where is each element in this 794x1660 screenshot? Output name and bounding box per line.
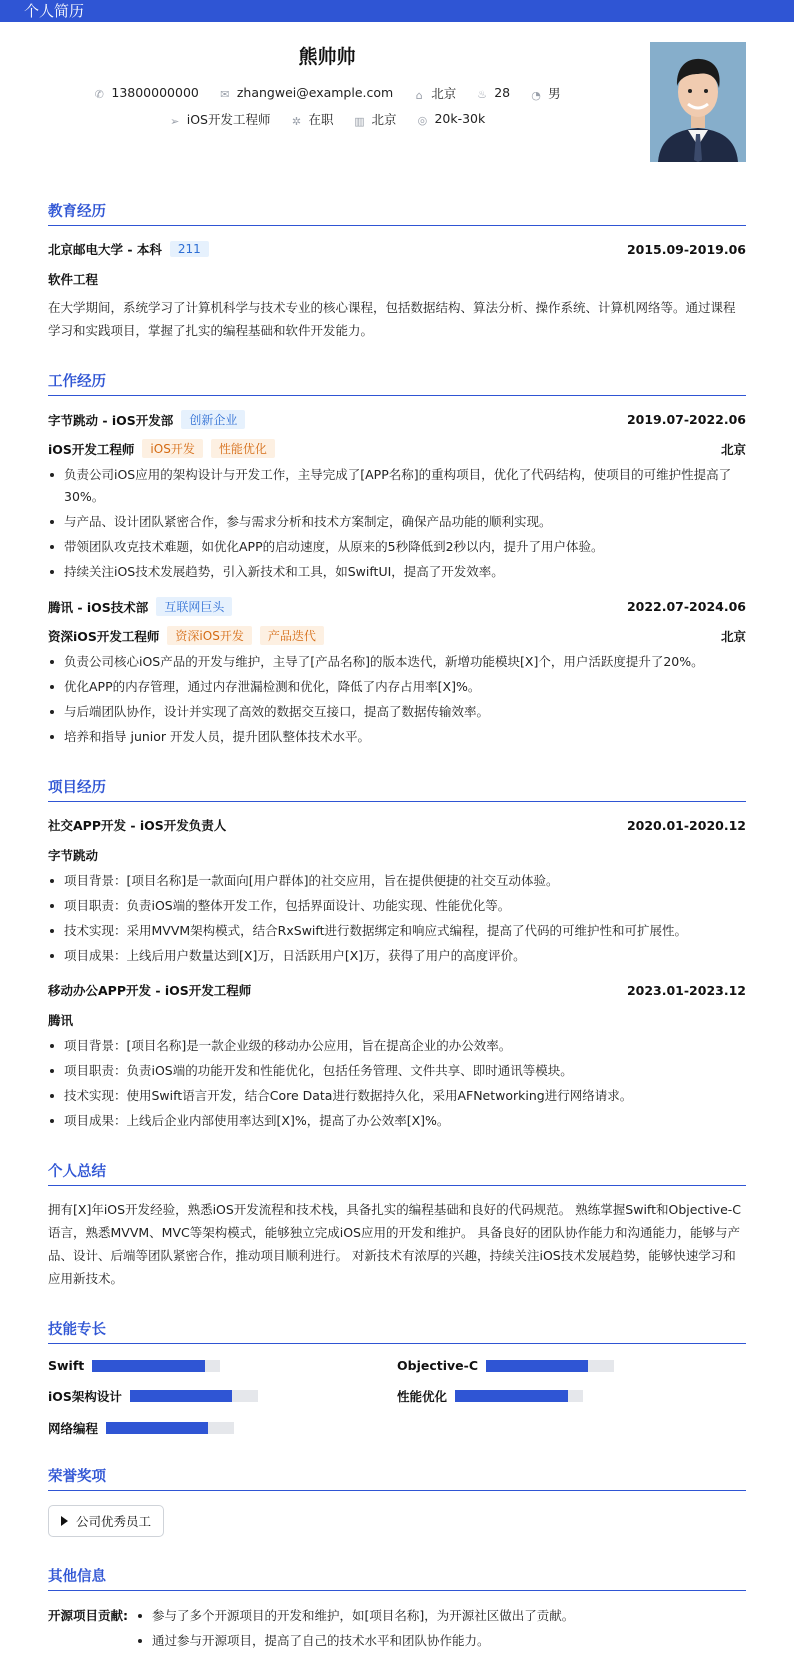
project-bullets xyxy=(48,1035,746,1132)
work-company-row xyxy=(48,597,746,616)
other-section-title: 其他信息 xyxy=(48,1565,746,1591)
role-tag: 性能优化 xyxy=(211,439,275,458)
project-company: 字节跳动 xyxy=(48,848,99,863)
school-tag: 211 xyxy=(170,241,209,257)
skill-bar xyxy=(455,1390,583,1402)
company-tag: 创新企业 xyxy=(181,410,245,429)
skill-name: 性能优化 xyxy=(397,1389,448,1404)
status-item xyxy=(290,110,333,128)
building-icon: ▥ xyxy=(354,115,365,128)
other-bullets xyxy=(136,1605,574,1655)
list-item: 项目背景：[项目名称]是一款面向[用户群体]的社交应用，旨在提供便捷的社交互动体验。 xyxy=(48,870,746,892)
honors-section-title: 荣誉奖项 xyxy=(48,1465,746,1491)
contact-row xyxy=(48,84,606,102)
project-company: 腾讯 xyxy=(48,1013,74,1028)
project-name: 社交APP开发 - iOS开发负责人 xyxy=(48,818,227,833)
skill-item xyxy=(48,1387,397,1405)
education-date: 2015.09-2019.06 xyxy=(626,241,746,257)
gender-icon: ◔ xyxy=(531,89,541,102)
salary-item xyxy=(416,111,485,127)
list-item: 与后端团队协作，设计并实现了高效的数据交互接口，提高了数据传输效率。 xyxy=(48,701,746,723)
gear-icon: ✲ xyxy=(291,115,302,128)
list-item: 优化APP的内存管理，通过内存泄漏检测和优化，降低了内存占用率[X]%。 xyxy=(48,676,746,698)
other-label: 开源项目贡献: xyxy=(48,1608,128,1623)
job-row xyxy=(48,110,606,128)
project-date: 2020.01-2020.12 xyxy=(626,817,746,833)
resume-page xyxy=(0,22,794,1655)
skill-bar-fill xyxy=(130,1390,232,1402)
work-city: 北京 xyxy=(720,441,746,457)
city-text: 北京 xyxy=(431,86,457,101)
company-tag: 互联网巨头 xyxy=(156,597,232,616)
list-item: 参与了多个开源项目的开发和维护，如[项目名称]，为开源社区做出了贡献。 xyxy=(136,1605,574,1627)
work-date: 2022.07-2024.06 xyxy=(626,599,746,614)
education-section-title: 教育经历 xyxy=(48,200,746,226)
mail-icon: ✉ xyxy=(220,88,230,101)
position-item xyxy=(169,110,271,128)
work-item xyxy=(48,597,746,748)
skill-bar-fill xyxy=(106,1422,208,1434)
list-item: 带领团队攻克技术难题，如优化APP的启动速度，从原来的5秒降低到2秒以内，提升了用户体验。 xyxy=(48,536,746,558)
other-info xyxy=(48,1605,746,1655)
age-text: 28 xyxy=(494,85,511,100)
list-item: 项目背景：[项目名称]是一款企业级的移动办公应用，旨在提高企业的办公效率。 xyxy=(48,1035,746,1057)
skill-bar xyxy=(486,1360,614,1372)
work-section-title: 工作经历 xyxy=(48,370,746,396)
profile-photo xyxy=(650,42,746,162)
list-item: 培养和指导 junior 开发人员，提升团队整体技术水平。 xyxy=(48,726,746,748)
skill-bar xyxy=(92,1360,220,1372)
school-name: 北京邮电大学 - 本科 xyxy=(48,242,162,257)
gender-item xyxy=(530,84,561,102)
role-name: iOS开发工程师 xyxy=(48,441,135,457)
top-bar-title: 个人简历 xyxy=(24,2,85,20)
company-name: 腾讯 - iOS技术部 xyxy=(48,599,149,615)
coin-icon: ◎ xyxy=(417,114,428,127)
salary-text: 20k-30k xyxy=(434,111,486,126)
skill-item xyxy=(397,1387,746,1405)
company-name: 字节跳动 - iOS开发部 xyxy=(48,412,174,428)
work-item xyxy=(48,410,746,583)
project-item xyxy=(48,981,746,1132)
play-triangle-icon xyxy=(61,1516,68,1526)
skills-grid xyxy=(48,1358,746,1437)
list-item: 负责公司核心iOS产品的开发与维护，主导了[产品名称]的版本迭代，新增功能模块[X]个，用户活跃度提升了20%。 xyxy=(48,651,746,673)
email-item xyxy=(219,85,393,101)
avatar-portrait-icon xyxy=(650,42,746,162)
role-tag: 资深iOS开发 xyxy=(167,626,251,645)
work-city: 北京 xyxy=(720,628,746,644)
list-item: 项目成果：上线后企业内部使用率达到[X]%，提高了办公效率[X]%。 xyxy=(48,1110,746,1132)
role-tag: 产品迭代 xyxy=(260,626,324,645)
skill-bar-fill xyxy=(486,1360,588,1372)
list-item: 技术实现：采用MVVM架构模式，结合RxSwift进行数据绑定和响应式编程，提高了代码的可维护性和可扩展性。 xyxy=(48,920,746,942)
list-item: 与产品、设计团队紧密合作，参与需求分析和技术方案制定，确保产品功能的顺利实现。 xyxy=(48,511,746,533)
phone-text: 13800000000 xyxy=(111,85,199,100)
skill-item xyxy=(48,1358,397,1373)
education-desc: 在大学期间，系统学习了计算机科学与技术专业的核心课程，包括数据结构、算法分析、操作系统、计算机网络等。通过课程学习和实践项目，掌握了扎实的编程基础和软件开发能力。 xyxy=(48,300,736,338)
project-item xyxy=(48,816,746,967)
work-role-row xyxy=(48,439,746,458)
phone-icon: ✆ xyxy=(94,88,104,101)
major: 软件工程 xyxy=(48,272,99,287)
position-text: iOS开发工程师 xyxy=(186,112,271,127)
award-name: 公司优秀员工 xyxy=(76,1514,152,1529)
role-tag: iOS开发 xyxy=(142,439,202,458)
gender-text: 男 xyxy=(548,86,561,101)
skills-section-title: 技能专长 xyxy=(48,1318,746,1344)
list-item: 项目成果：上线后用户数量达到[X]万，日活跃用户[X]万，获得了用户的高度评价。 xyxy=(48,945,746,967)
list-item: 项目职责：负责iOS端的功能开发和性能优化，包括任务管理、文件共享、即时通讯等模块。 xyxy=(48,1060,746,1082)
email-text: zhangwei@example.com xyxy=(236,85,394,100)
skill-item xyxy=(48,1419,397,1437)
skill-name: iOS架构设计 xyxy=(48,1389,122,1404)
target-city-text: 北京 xyxy=(371,112,397,127)
list-item: 技术实现：使用Swift语言开发，结合Core Data进行数据持久化，采用AFNetworking进行网络请求。 xyxy=(48,1085,746,1107)
home-icon: ⌂ xyxy=(415,89,423,102)
summary-text: 拥有[X]年iOS开发经验，熟悉iOS开发流程和技术栈，具备扎实的编程基础和良好的代码规范。 熟练掌握Swift和Objective-C语言，熟悉MVVM、MVC等架构模式，能够独立完成iOS应用的开发和维护。 具备良好的团队协作能力和沟通能力，能够与产品、设计、后端等团队紧密合作，推动项目顺利进行。 对新技术有浓厚的兴趣，持续关注iOS技术发展趋势，能够快速学习和应用新技术。 xyxy=(48,1202,742,1286)
send-icon: ➢ xyxy=(170,115,180,128)
skill-name: Swift xyxy=(48,1358,85,1373)
skill-bar-fill xyxy=(455,1390,568,1402)
project-date: 2023.01-2023.12 xyxy=(626,982,746,998)
project-header xyxy=(48,816,746,834)
project-header xyxy=(48,981,746,999)
cake-icon: ♨ xyxy=(477,88,488,101)
project-bullets xyxy=(48,870,746,967)
skill-item xyxy=(397,1358,746,1373)
work-bullets xyxy=(48,651,746,748)
education-header xyxy=(48,240,746,258)
list-item: 持续关注iOS技术发展趋势，引入新技术和工具，如SwiftUI，提高了开发效率。 xyxy=(48,561,746,583)
top-bar xyxy=(0,0,794,22)
work-date: 2019.07-2022.06 xyxy=(626,412,746,427)
age-item xyxy=(476,85,510,101)
skill-name: 网络编程 xyxy=(48,1421,99,1436)
skill-name: Objective-C xyxy=(397,1358,478,1373)
target-city-item xyxy=(353,110,396,128)
award-item[interactable] xyxy=(48,1505,164,1537)
list-item: 项目职责：负责iOS端的整体开发工作，包括界面设计、功能实现、性能优化等。 xyxy=(48,895,746,917)
work-bullets xyxy=(48,464,746,583)
project-name: 移动办公APP开发 - iOS开发工程师 xyxy=(48,983,252,998)
skill-bar xyxy=(106,1422,234,1434)
work-company-row xyxy=(48,410,746,429)
resume-header xyxy=(48,22,746,172)
list-item: 负责公司iOS应用的架构设计与开发工作，主导完成了[APP名称]的重构项目，优化了代码结构，使项目的可维护性提高了30%。 xyxy=(48,464,746,508)
projects-section-title: 项目经历 xyxy=(48,776,746,802)
role-name: 资深iOS开发工程师 xyxy=(48,628,160,644)
phone-item xyxy=(93,85,198,101)
skill-bar-fill xyxy=(92,1360,205,1372)
candidate-name: 熊帅帅 xyxy=(298,46,356,68)
status-text: 在职 xyxy=(308,112,334,127)
skill-bar xyxy=(130,1390,258,1402)
work-role-row xyxy=(48,626,746,645)
summary-section-title: 个人总结 xyxy=(48,1160,746,1186)
list-item: 通过参与开源项目，提高了自己的技术水平和团队协作能力。 xyxy=(136,1630,574,1652)
city-item xyxy=(413,84,456,102)
